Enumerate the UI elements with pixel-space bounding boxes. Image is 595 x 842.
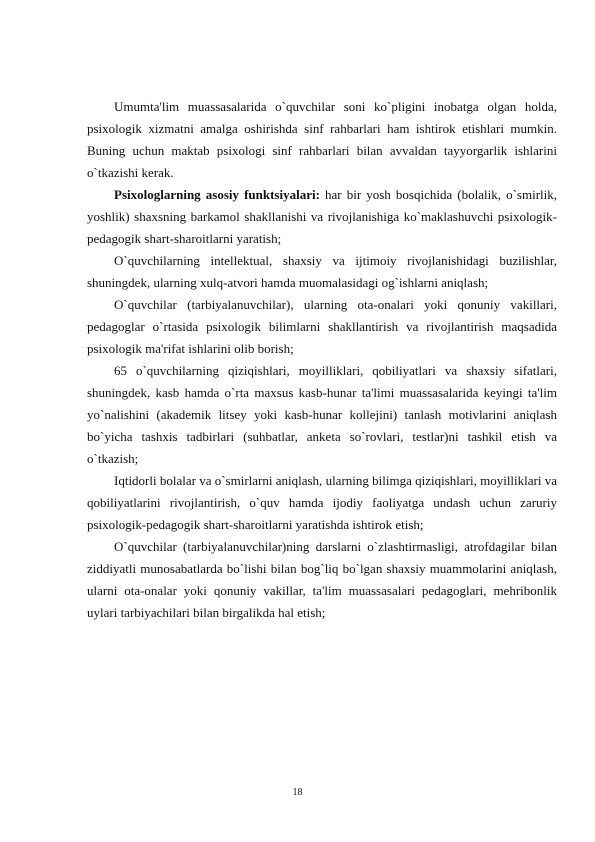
paragraph-item	[87, 360, 557, 470]
paragraph-item	[87, 250, 557, 294]
paragraph-text: 65 o`quvchilarning qiziqishlari, moyilliklari, qobiliyatlari va shaxsiy sifatlari, shuningdek, kasb hamda o`rta maxsus kasb-hunar ta'limi muassasalarida keyingi ta'lim yo`nalishini (akademik litsey yoki kasb-hunar kollejini) tanlash motivlarini aniqlash bo`yicha tashxis tadbirlari (suhbatlar, anketa so`rovlari, testlar)ni tashkil etish va o`tkazish;	[87, 363, 557, 466]
paragraph-text: O`quvchilarning intellektual, shaxsiy va ijtimoiy rivojlanishidagi buzilishlar, shuningdek, ularning xulq-atvori hamda muomalasidagi og`ishlarni aniqlash;	[87, 253, 557, 290]
page-number: 18	[292, 787, 303, 798]
paragraph-text: Umumta'lim muassasalarida o`quvchilar soni ko`pligini inobatga olgan holda, psixologik xizmatni amalga oshirishda sinf rahbarlari ham ishtirok etishlari mumkin. Buning uchun maktab psixologi sinf rahbarlari bilan avvaldan tayyorgarlik ishlarini o`tkazishi kerak.	[87, 99, 557, 180]
paragraph-text: Iqtidorli bolalar va o`smirlarni aniqlash, ularning bilimga qiziqishlari, moyilliklari va qobiliyatlarini rivojlantirish, o`quv hamda ijodiy faoliyatga undash uchun zaruriy psixologik-pedagogik shart-sharoitlarni yaratishda ishtirok etish;	[87, 473, 557, 532]
paragraph-intro	[87, 96, 557, 184]
document-body	[87, 96, 557, 624]
paragraph-text: har bir yosh bosqichida (bolalik, o`smirlik, yoshlik) shaxsning barkamol shakllanishi va rivojlanishiga ko`maklashuvchi psixologik-pedagogik shart-sharoitlarni yaratish;	[87, 187, 557, 246]
functions-heading: Psixologlarning asosiy funktsiyalari:	[114, 187, 320, 202]
paragraph-text: O`quvchilar (tarbiyalanuvchilar), ularning ota-onalari yoki qonuniy vakillari, pedagoglar o`rtasida psixologik bilimlarni shakllantirish va rivojlantirish maqsadida psixologik ma'rifat ishlarini olib borish;	[87, 297, 557, 356]
paragraph-item	[87, 294, 557, 360]
paragraph-text: O`quvchilar (tarbiyalanuvchilar)ning darslarni o`zlashtirmasligi, atrofdagilar bilan ziddiyatli munosabatlarda bo`lishi bilan bog`liq bo`lgan shaxsiy muammolarini aniqlash, ularni ota-onalar yoki qonuniy vakillar, ta'lim muassasalari pedagoglari, mehribonlik uylari tarbiyachilari bilan birgalikda hal etish;	[87, 539, 557, 620]
paragraph-item	[87, 536, 557, 624]
paragraph-functions	[87, 184, 557, 250]
paragraph-item	[87, 470, 557, 536]
